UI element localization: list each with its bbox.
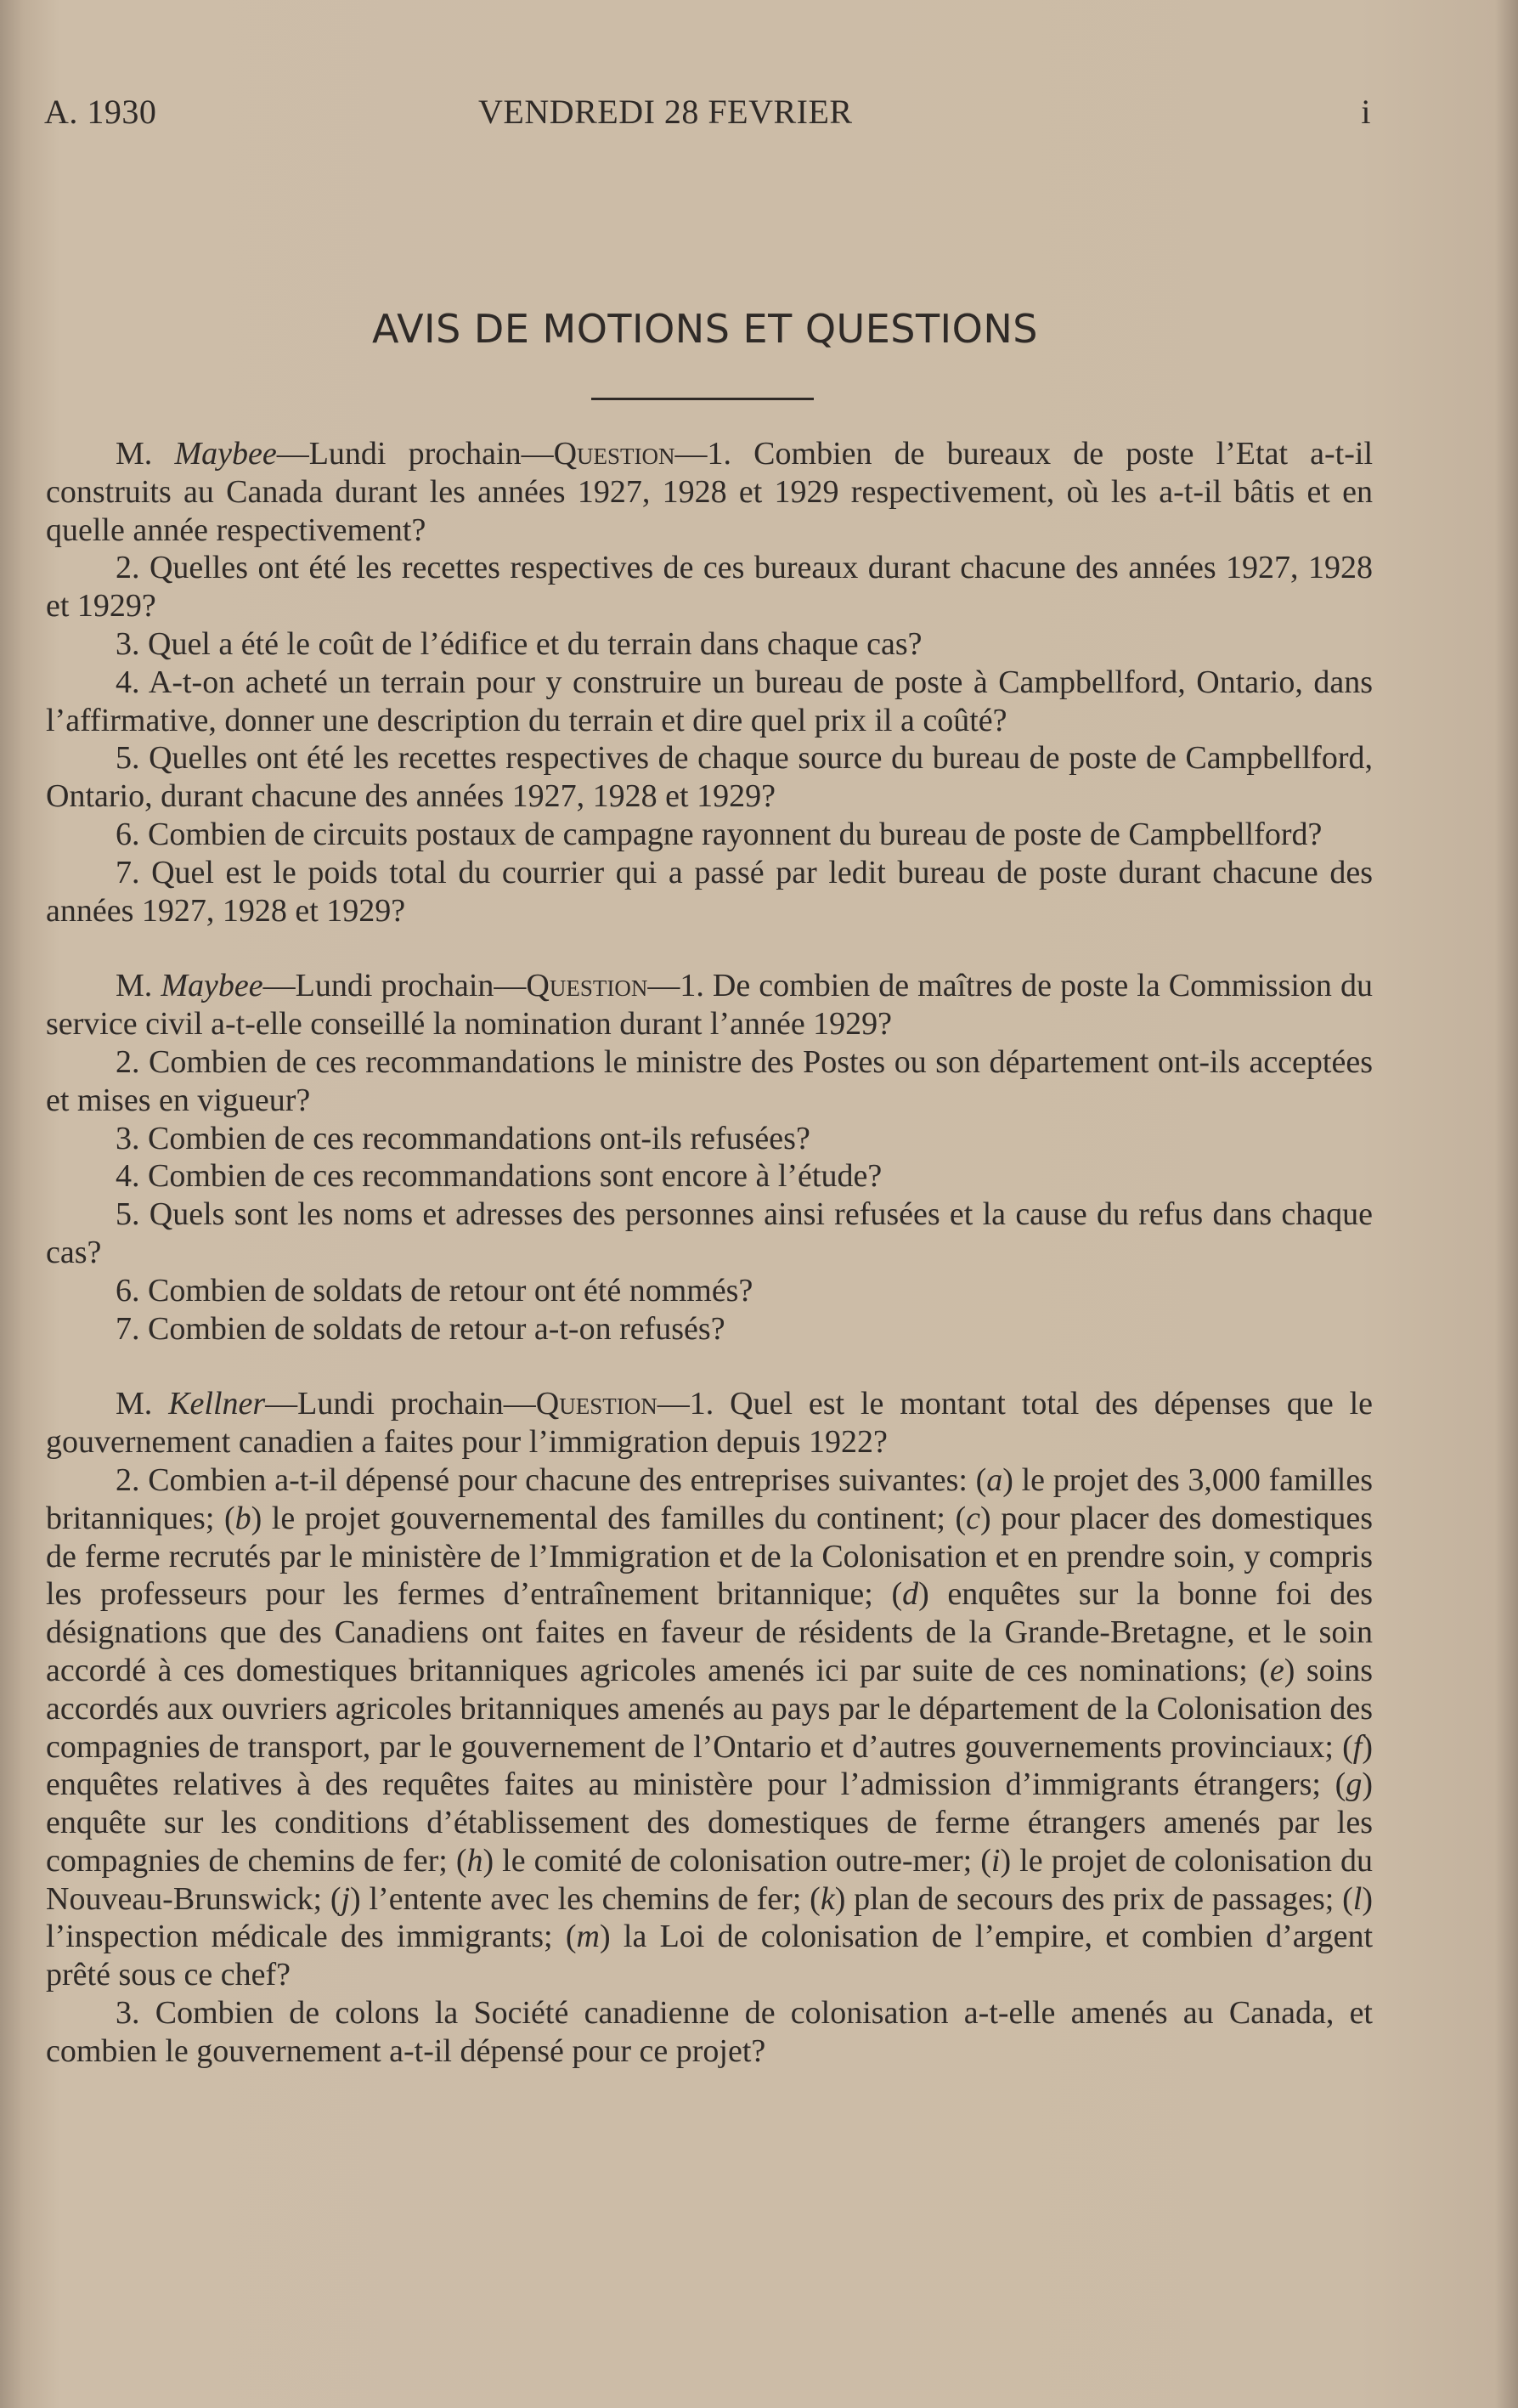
header-date: VENDREDI 28 FEVRIER xyxy=(478,93,853,131)
motion-1-item: 6. Combien de circuits postaux de campagne rayonnent du bureau de poste de Campbellford? xyxy=(116,816,1323,852)
motion-2-item: 6. Combien de soldats de retour ont été nommés? xyxy=(116,1272,753,1309)
motion-1-item: 3. Quel a été le coût de l’édifice et du terrain dans chaque cas? xyxy=(116,625,923,662)
motion-2-intro: M. Maybee—Lundi prochain—Question—1. De combien de maîtres de poste la Commission du service civil a-t-elle conseillé la nomination durant l’année 1929? xyxy=(46,968,1373,1043)
page-number: i xyxy=(1361,93,1371,131)
page-header xyxy=(44,92,1371,143)
title-divider xyxy=(591,398,814,400)
motion-1-intro: M. Maybee—Lundi prochain—Question—1. Combien de bureaux de poste l’Etat a-t-il construits au Canada durant les années 1927, 1928 et 1929 respectivement, où les a-t-il bâtis et en quelle année respectivement? xyxy=(46,436,1373,548)
member-name: Kellner xyxy=(168,1386,266,1422)
motion-3-item: 2. Combien a-t-il dépensé pour chacune des entreprises suivantes: (a) le projet des 3,000 familles britanniques; (b) le projet gouvernemental des familles du continent; (c) pour placer des domestiques de ferme recrutés par le ministère de l’Immigration et de la Colonisation et en prendre soin, y compris les professeurs pour les fermes d’entraînement britannique; (d) enquêtes sur la bonne foi des désignations que des Canadiens ont faites en faveur de résidents de la Grande-Bretagne, et le soin accordé à ces domestiques britanniques agricoles amenés ici par suite de ces nominations; (e) soins accordés aux ouvriers agricoles britanniques amenés au pays par le département de la Colonisation des compagnies de transport, par le gouvernement de l’Ontario et d’autres gouvernements provinciaux; (f) enquêtes relatives à des requêtes faites au ministère pour l’admission d’immigrants étrangers; (g) enquête sur les conditions d’établissement des domestiques de ferme étrangers amenés par les compagnies de chemins de fer; (h) le comité de colonisation outre-mer; (i) le projet de colonisation du Nouveau-Brunswick; (j) l’entente avec les chemins de fer; (k) plan de secours des prix de passages; (l) l’inspection médicale des immigrants; (m) la Loi de colonisation de l’empire, et combien d’argent prêté sous ce chef? xyxy=(46,1461,1373,1993)
motion-2-item: 4. Combien de ces recommandations sont encore à l’étude? xyxy=(116,1158,883,1195)
motion-1-item: 2. Quelles ont été les recettes respectives de ces bureaux durant chacune des années 1927, 1928 et 1929? xyxy=(46,550,1373,625)
motion-1-item: 5. Quelles ont été les recettes respectives de chaque source du bureau de poste de Campbellford, Ontario, durant chacune des années 1927, 1928 et 1929? xyxy=(46,740,1373,815)
motion-3-item: 3. Combien de colons la Société canadienne de colonisation a-t-elle amenés au Canada, et combien le gouvernement a-t-il dépensé pour ce projet? xyxy=(46,1995,1373,2069)
session-year: A. 1930 xyxy=(44,93,157,131)
motion-1-item: 7. Quel est le poids total du courrier qui a passé par ledit bureau de poste durant chacune des années 1927, 1928 et 1929? xyxy=(46,854,1373,929)
question-label: Question xyxy=(553,436,675,472)
member-name: Maybee xyxy=(161,968,263,1004)
motion-2-item: 2. Combien de ces recommandations le ministre des Postes ou son département ont-ils acceptées et mises en vigueur? xyxy=(46,1043,1373,1118)
motion-2-item: 7. Combien de soldats de retour a-t-on refusés? xyxy=(116,1310,725,1347)
motion-2-item: 3. Combien de ces recommandations ont-ils refusées? xyxy=(116,1120,810,1156)
motion-3-intro: M. Kellner—Lundi prochain—Question—1. Quel est le montant total des dépenses que le gouvernement canadien a faites pour l’immigration depuis 1922? xyxy=(46,1386,1374,1461)
page-title: AVIS DE MOTIONS ET QUESTIONS xyxy=(372,306,1038,352)
document-body xyxy=(46,435,1373,2071)
question-label: Question xyxy=(526,968,648,1004)
member-name: Maybee xyxy=(174,436,277,472)
question-label: Question xyxy=(535,1386,657,1422)
motion-1-item: 4. A-t-on acheté un terrain pour y construire un bureau de poste à Campbellford, Ontario, dans l’affirmative, donner une description du terrain et dire quel prix il a coûté? xyxy=(46,664,1373,738)
motion-2-item: 5. Quels sont les noms et adresses des personnes ainsi refusées et la cause du refus dans chaque cas? xyxy=(46,1196,1373,1270)
